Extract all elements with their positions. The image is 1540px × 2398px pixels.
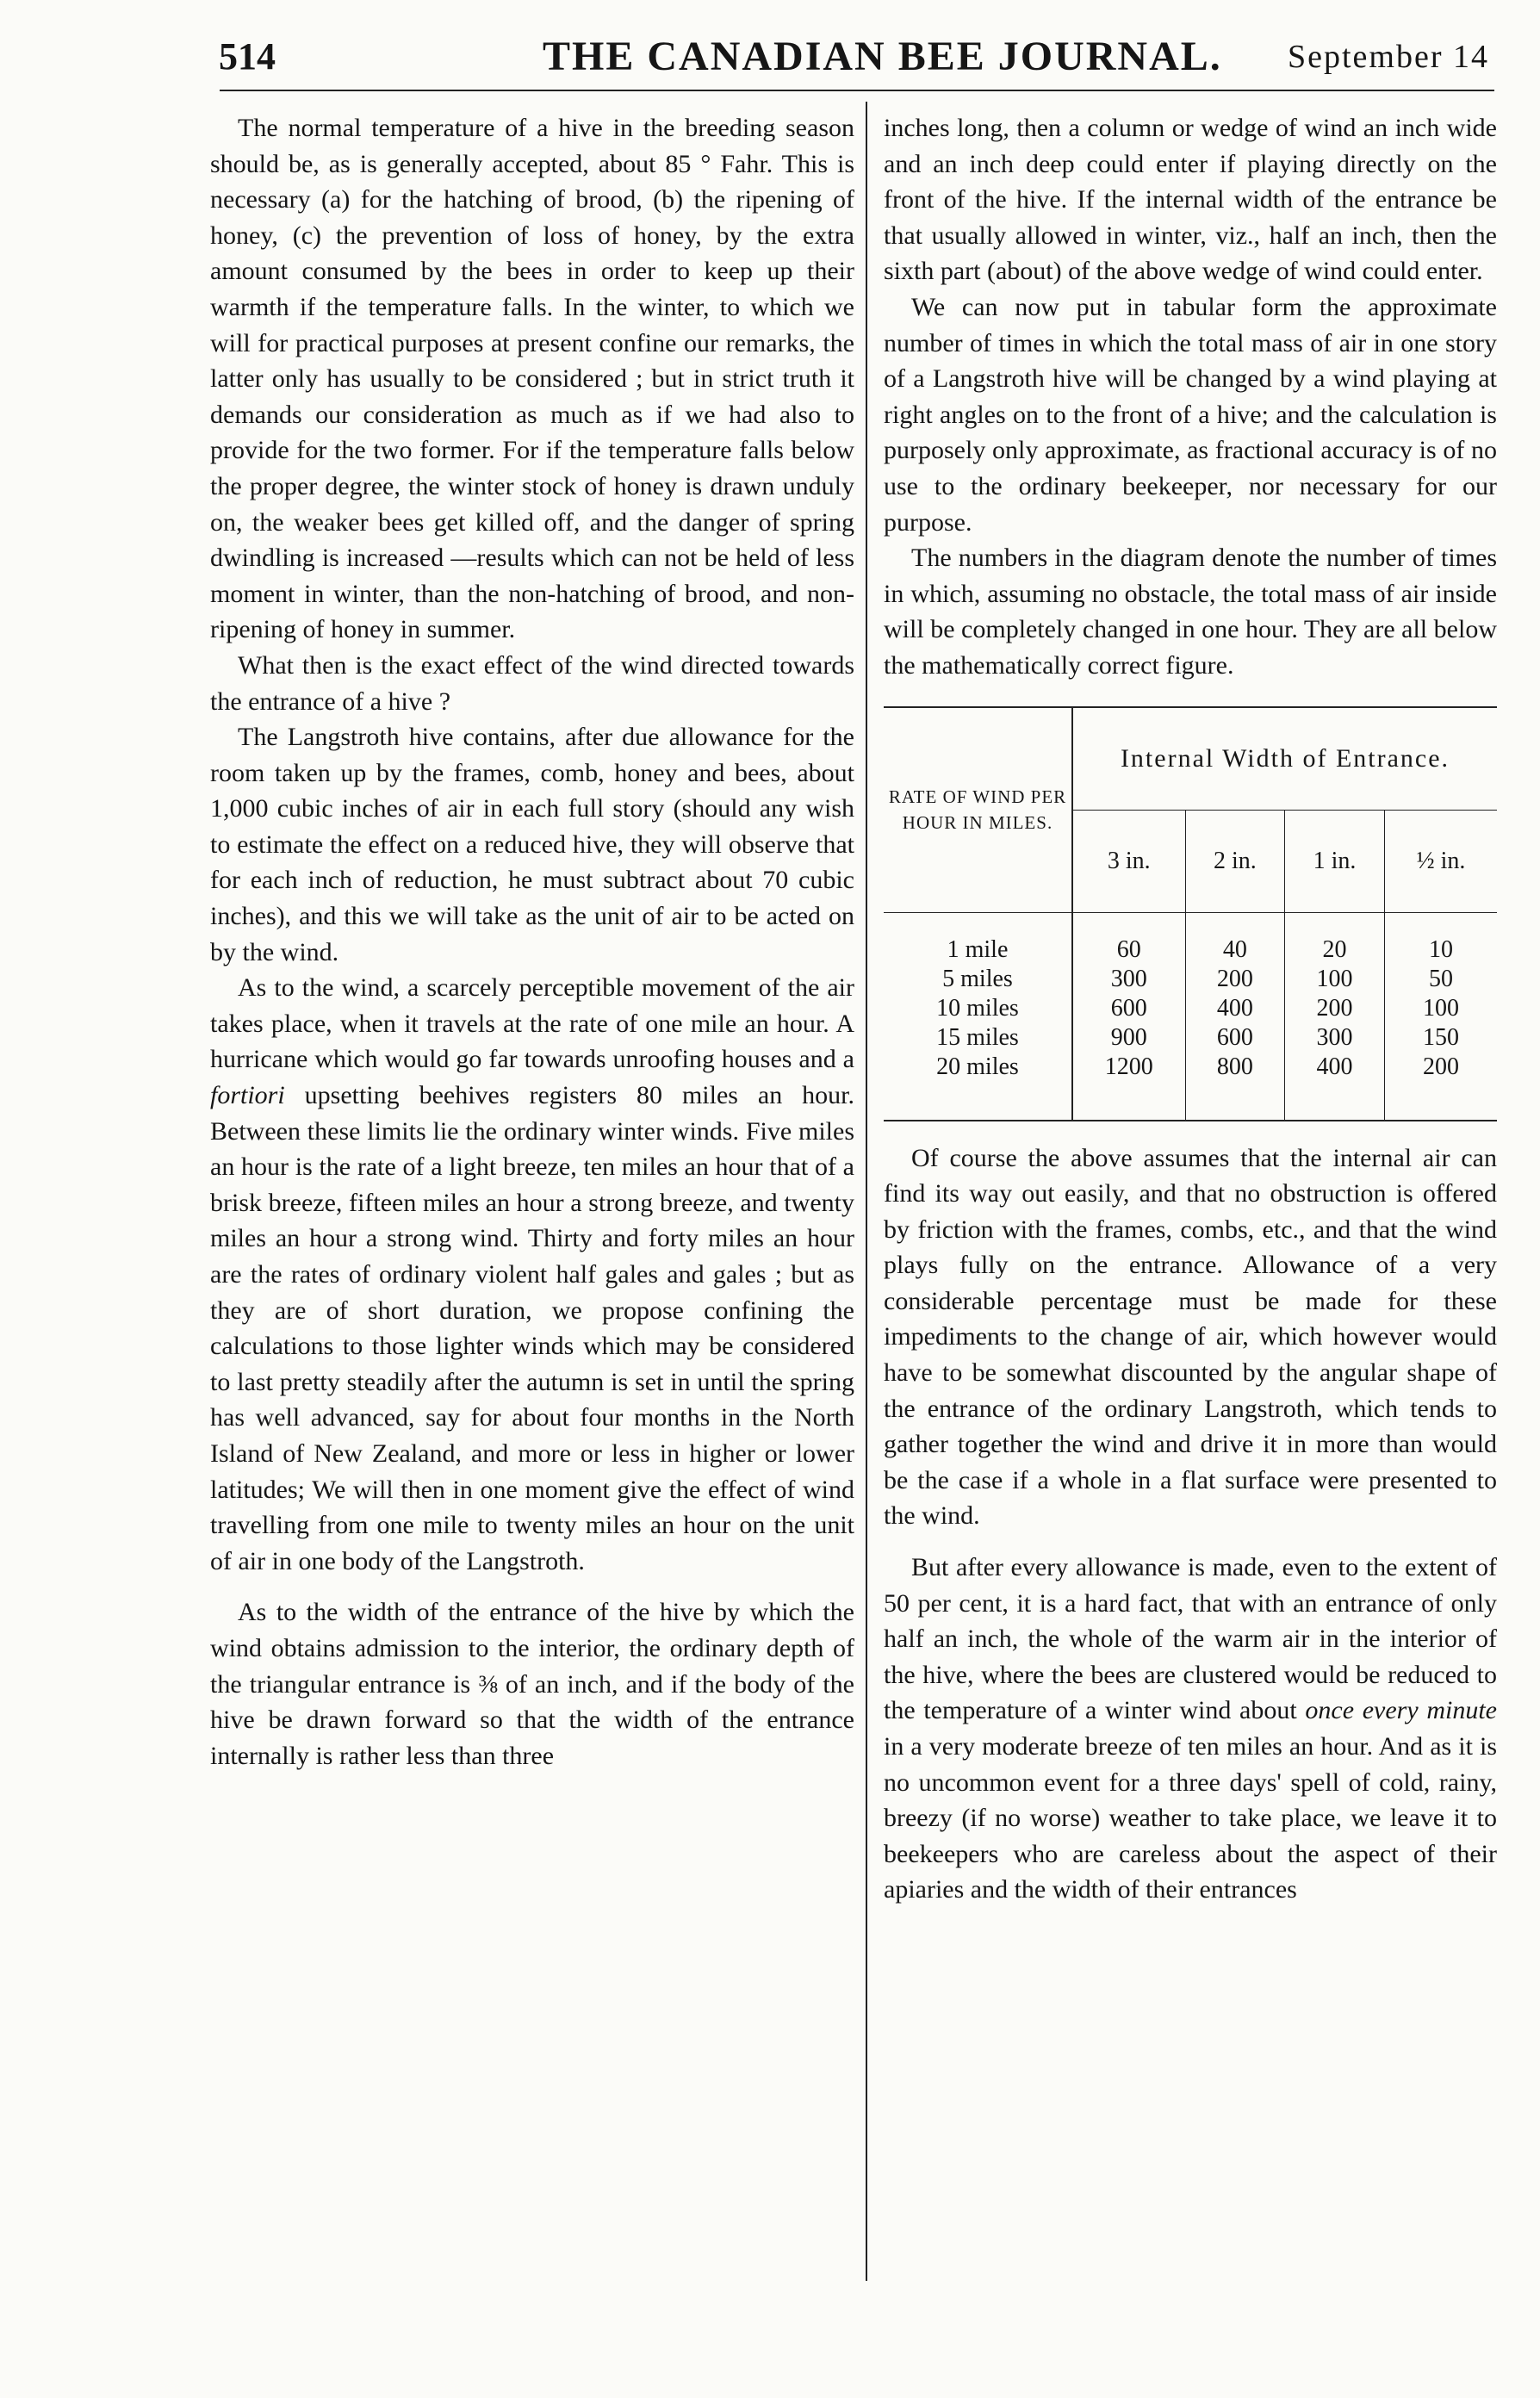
column-divider [866,102,867,2281]
paragraph-text: in a very moderate breeze of ten miles an hour. And as it is no uncommon event for a three days' spell of cold, rainy, breezy (if no worse) weather to take place, we leave it to beekeepers who are careless about the aspect of their apiaries and the width of their entrances [884,1732,1497,1904]
column-header: 3 in. [1072,810,1185,912]
value-cell: 600 [1072,994,1185,1023]
paragraph-text: But after every allowance is made, even to the extent of 50 per cent, it is a hard fact, that with an entrance of only half an inch, the whole of the warm air in the interior of the hive, where the bees are clustered would be reduced to the temperature of a winter wind about [884,1553,1497,1725]
wind-table-grid [884,708,1497,1120]
column-header: ½ in. [1416,847,1466,874]
value-cell: 1200 [1072,1053,1185,1082]
paragraph: The numbers in the diagram denote the number of times in which, assuming no obstacle, the total mass of air inside will be completely changed in one hour. They are all below the mathematically correct figure. [884,544,1497,680]
value-cell: 800 [1185,1053,1285,1082]
value-cell: 400 [1285,1053,1385,1082]
value-cell: 200 [1285,994,1385,1023]
value-cell: 100 [1422,994,1459,1022]
header-date: September 14 [1288,39,1490,75]
value-cell: 400 [1185,994,1285,1023]
value-cell: 40 [1185,935,1285,965]
paragraph: The normal temperature of a hive in the breeding season should be, as is generally accepted, about 85 ° Fahr. This is necessary (a) for the hatching of brood, (b) the ripening of honey, (c) the prevention of loss of honey, by the extra amount consumed by the bees in order to keep up their warmth if the temperature falls. In the winter, to which we will for practical purposes at present confine our remarks, the latter only has usually to be considered ; but in strict truth it demands our consideration as much as if we had also to provide for the two former. For if the temperature falls below the proper degree, the winter stock of honey is drawn unduly on, the weaker bees get killed off, and the danger of spring dwindling is increased —results which can not be held of less moment in winter, than the non-hatching of brood, and non-ripening of honey in summer. [210,114,854,644]
paragraph: What then is the exact effect of the wind directed towards the entrance of a hive ? [210,650,854,716]
table-bottom-rule [884,1120,1497,1121]
group-header: Internal Width of Entrance. [1072,708,1497,811]
paragraph: We can now put in tabular form the approximate number of times in which the total mass of air in one story of a Langstroth hive will be changed by a wind playing at right angles on to the front of a hive; and the calculation is purposely only approximate, as fractional accuracy is of no use to the ordinary beekeeper, nor necessary for our purpose. [884,292,1497,537]
value-cell: 10 [1428,935,1453,963]
right-column [884,110,1497,1908]
paragraph [210,970,854,1579]
value-cell: 200 [1185,965,1285,994]
value-cell: 100 [1285,965,1385,994]
wind-table [884,706,1497,1121]
page-header [207,26,1499,86]
rate-cell: 1 mile [884,935,1072,965]
table-row [884,965,1497,994]
column-header: 1 in. [1285,810,1385,912]
paragraph: As to the width of the entrance of the hive by which the wind obtains admission to the interior, the ordinary depth of the triangular entrance is ⅜ of an inch, and if the body of the hive be drawn forward so that the width of the entrance internally is rather less than three [210,1598,854,1770]
italic-phrase: fortiori [210,1081,285,1110]
value-cell: 20 [1285,935,1385,965]
table-row [884,994,1497,1023]
left-column [210,110,854,1774]
row-header: RATE OF WIND PER HOUR IN MILES. [884,708,1072,913]
value-cell: 150 [1422,1023,1459,1051]
value-cell: 200 [1422,1053,1459,1080]
value-cell: 60 [1072,935,1185,965]
page-number: 514 [219,35,276,78]
paragraph: The Langstroth hive contains, after due allowance for the room taken up by the frames, comb, honey and bees, about 1,000 cubic inches of air in each full story (should any wish to estimate the effect on a reduced hive, they will observe that for each inch of reduction, he must subtract about 70 cubic inches), and this we will take as the unit of air to be acted on by the wind. [210,723,854,966]
rate-cell: 5 miles [884,965,1072,994]
journal-title: THE CANADIAN BEE JOURNAL. [543,34,1222,79]
italic-phrase: minute [1426,1696,1497,1725]
table-row [884,1023,1497,1053]
column-header: 2 in. [1185,810,1285,912]
value-cell: 900 [1072,1023,1185,1053]
paragraph [884,1550,1497,1908]
header-rule [220,90,1494,91]
paragraph: inches long, then a column or wedge of wind an inch wide and an inch deep could enter if playing directly on the front of the hive. If the internal width of the entrance be that usually allowed in winter, viz., half an inch, then the sixth part (about) of the above wedge of wind could enter. [884,114,1497,286]
table-tail [884,1082,1497,1120]
italic-phrase: once every [1305,1696,1419,1725]
table-row [884,935,1497,965]
paragraph: Of course the above assumes that the internal air can find its way out easily, and that no obstruction is offered by friction with the frames, combs, etc., and that the wind plays fully on the entrance. Allowance of a very considerable percentage must be made for these impediments to the change of air, which however would have to be somewhat discounted by the angular shape of the entrance of the ordinary Langstroth, which tends to gather together the wind and drive it in more than would be the case if a whole in a flat surface were presented to the wind. [884,1143,1497,1531]
value-cell: 600 [1185,1023,1285,1053]
rate-cell: 20 miles [884,1053,1072,1082]
value-cell: 50 [1428,965,1453,992]
rate-cell: 15 miles [884,1023,1072,1053]
paragraph-text: As to the wind, a scarcely perceptible movement of the air takes place, when it travels at the rate of one mile an hour. A hurricane which would go far towards unroofing houses and a [210,973,854,1074]
value-cell: 300 [1072,965,1185,994]
value-cell: 300 [1285,1023,1385,1053]
table-separator [884,912,1497,935]
rate-cell: 10 miles [884,994,1072,1023]
paragraph-text: upsetting beehives registers 80 miles an hour. Between these limits lie the ordinary winter winds. Five miles an hour is the rate of a light breeze, ten miles an hour that of a brisk breeze, fifteen miles an hour a strong breeze, and twenty miles an hour a strong wind. Thirty and forty miles an hour are the rates of ordinary violent half gales and gales ; but as they are of short duration, we propose confining the calculations to those lighter winds which may be considered to last pretty steadily after the autumn is set in until the spring has well advanced, say for about four months in the North Island of New Zealand, and more or less in higher or lower latitudes; We will then in one moment give the effect of wind travelling from one mile to twenty miles an hour on the unit of air in one body of the Langstroth. [210,1081,854,1575]
table-row [884,1053,1497,1082]
